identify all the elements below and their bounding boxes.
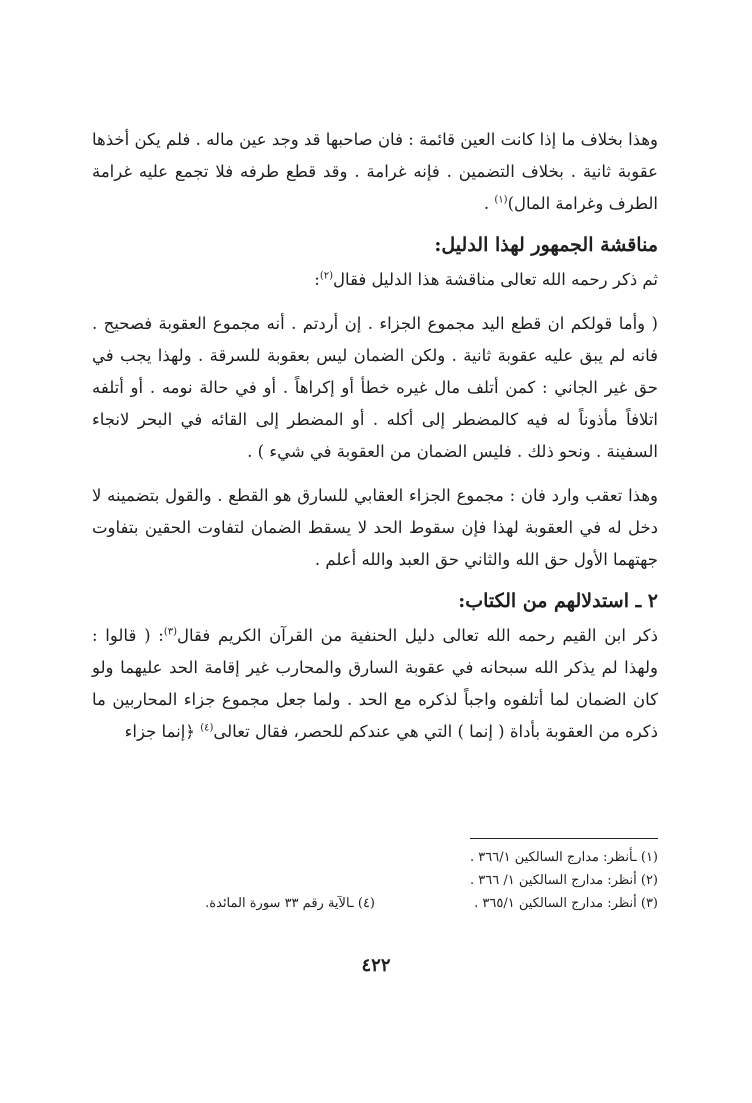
footnote-ref-3: (٣) <box>163 626 178 638</box>
paragraph-1-text: وهذا بخلاف ما إذا كانت العين قائمة : فان صاحبها قد وجد عين ماله . فلم يكن أخذها عقوبة ثانية . بخلاف التضمين . فإنه غرامة . وقد قطع طرفه فلا تجمع عليه غرامة الطرف وغرامة المال) <box>92 130 658 213</box>
paragraph-4: وهذا تعقب وارد فان : مجموع الجزاء العقابي للسارق هو القطع . والقول بتضمينه لا دخل له في العقوبة لهذا فإن سقوط الحد لا يسقط الضمان لتفاوت الحقين بتفاوت جهتهما الأول حق الله والثاني حق العبد والله أعلم . <box>92 486 658 569</box>
section-heading-discussion: مناقشة الجمهور لهذا الدليل: <box>434 234 658 256</box>
footnote-row <box>92 892 658 915</box>
section-heading-quran-evidence: ٢ ـ استدلالهم من الكتاب: <box>458 590 658 612</box>
paragraph-3-quote: ( وأما قولكم ان قطع اليد مجموع الجزاء . إن أردتم . أنه مجموع العقوبة فصحيح . فانه لم يبق عليه عقوبة ثانية . ولكن الضمان ليس بعقوبة للسرقة . ولهذا يجب في حق غير الجاني : كمن أتلف مال غيره خطأ أو إكراهاً . أو في حالة نومه . أو أتلفه اتلافاً مأذوناً له فيه كالمضطر إلى أكله . أو المضطر إلى القائه في البحر لانجاء السفينة . ونحو ذلك . فليس الضمان من العقوبة في شيء ) . <box>92 314 658 461</box>
paragraph-5-continued: : ( قالوا : ولهذا لم يذكر الله سبحانه في عقوبة السارق والمحارب غير إقامة الحد عليهما ولو كان الضمان لما أتلفوه واجباً لذكره مع الحد . ولما جعل مجموع جزاء المحاربين ما ذكره من العقوبة بأداة ( إنما ) التي هي عندكم للحصر، فقال تعالى <box>92 626 658 741</box>
footnote-3: (٣) أنظر: مدارج السالكين ٣٦٥/١ . <box>474 896 658 911</box>
footnotes <box>92 846 658 915</box>
page-number: ٤٢٢ <box>361 955 391 976</box>
footnote-1: (١) ـأنظر: مدارج السالكين ٣٦٦/١ . <box>469 850 658 865</box>
paragraph-1 <box>92 124 658 220</box>
footnote-4: (٤) ـالآية رقم ٣٣ سورة المائدة. <box>205 896 375 911</box>
paragraph-5 <box>92 620 658 748</box>
paragraph-5-end: ﴿إنما جزاء <box>124 722 201 741</box>
footnote-separator <box>470 838 658 839</box>
paragraph-5-text: ذكر ابن القيم رحمه الله تعالى دليل الحنفية من القرآن الكريم فقال <box>177 626 658 645</box>
footnote-ref-1: (١) <box>494 194 508 206</box>
footnote-ref-2: (٢) <box>319 270 334 282</box>
footnote-2: (٢) أنظر: مدارج السالكين ١/ ٣٦٦ . <box>470 873 658 888</box>
paragraph-2-end: : <box>314 270 320 289</box>
footnote-ref-4: (٤) <box>200 722 214 734</box>
body-text <box>92 124 658 748</box>
paragraph-2-text: ثم ذكر رحمه الله تعالى مناقشة هذا الدليل فقال <box>333 270 658 289</box>
paragraph-2 <box>92 264 658 296</box>
paragraph-1-end: . <box>483 194 495 213</box>
